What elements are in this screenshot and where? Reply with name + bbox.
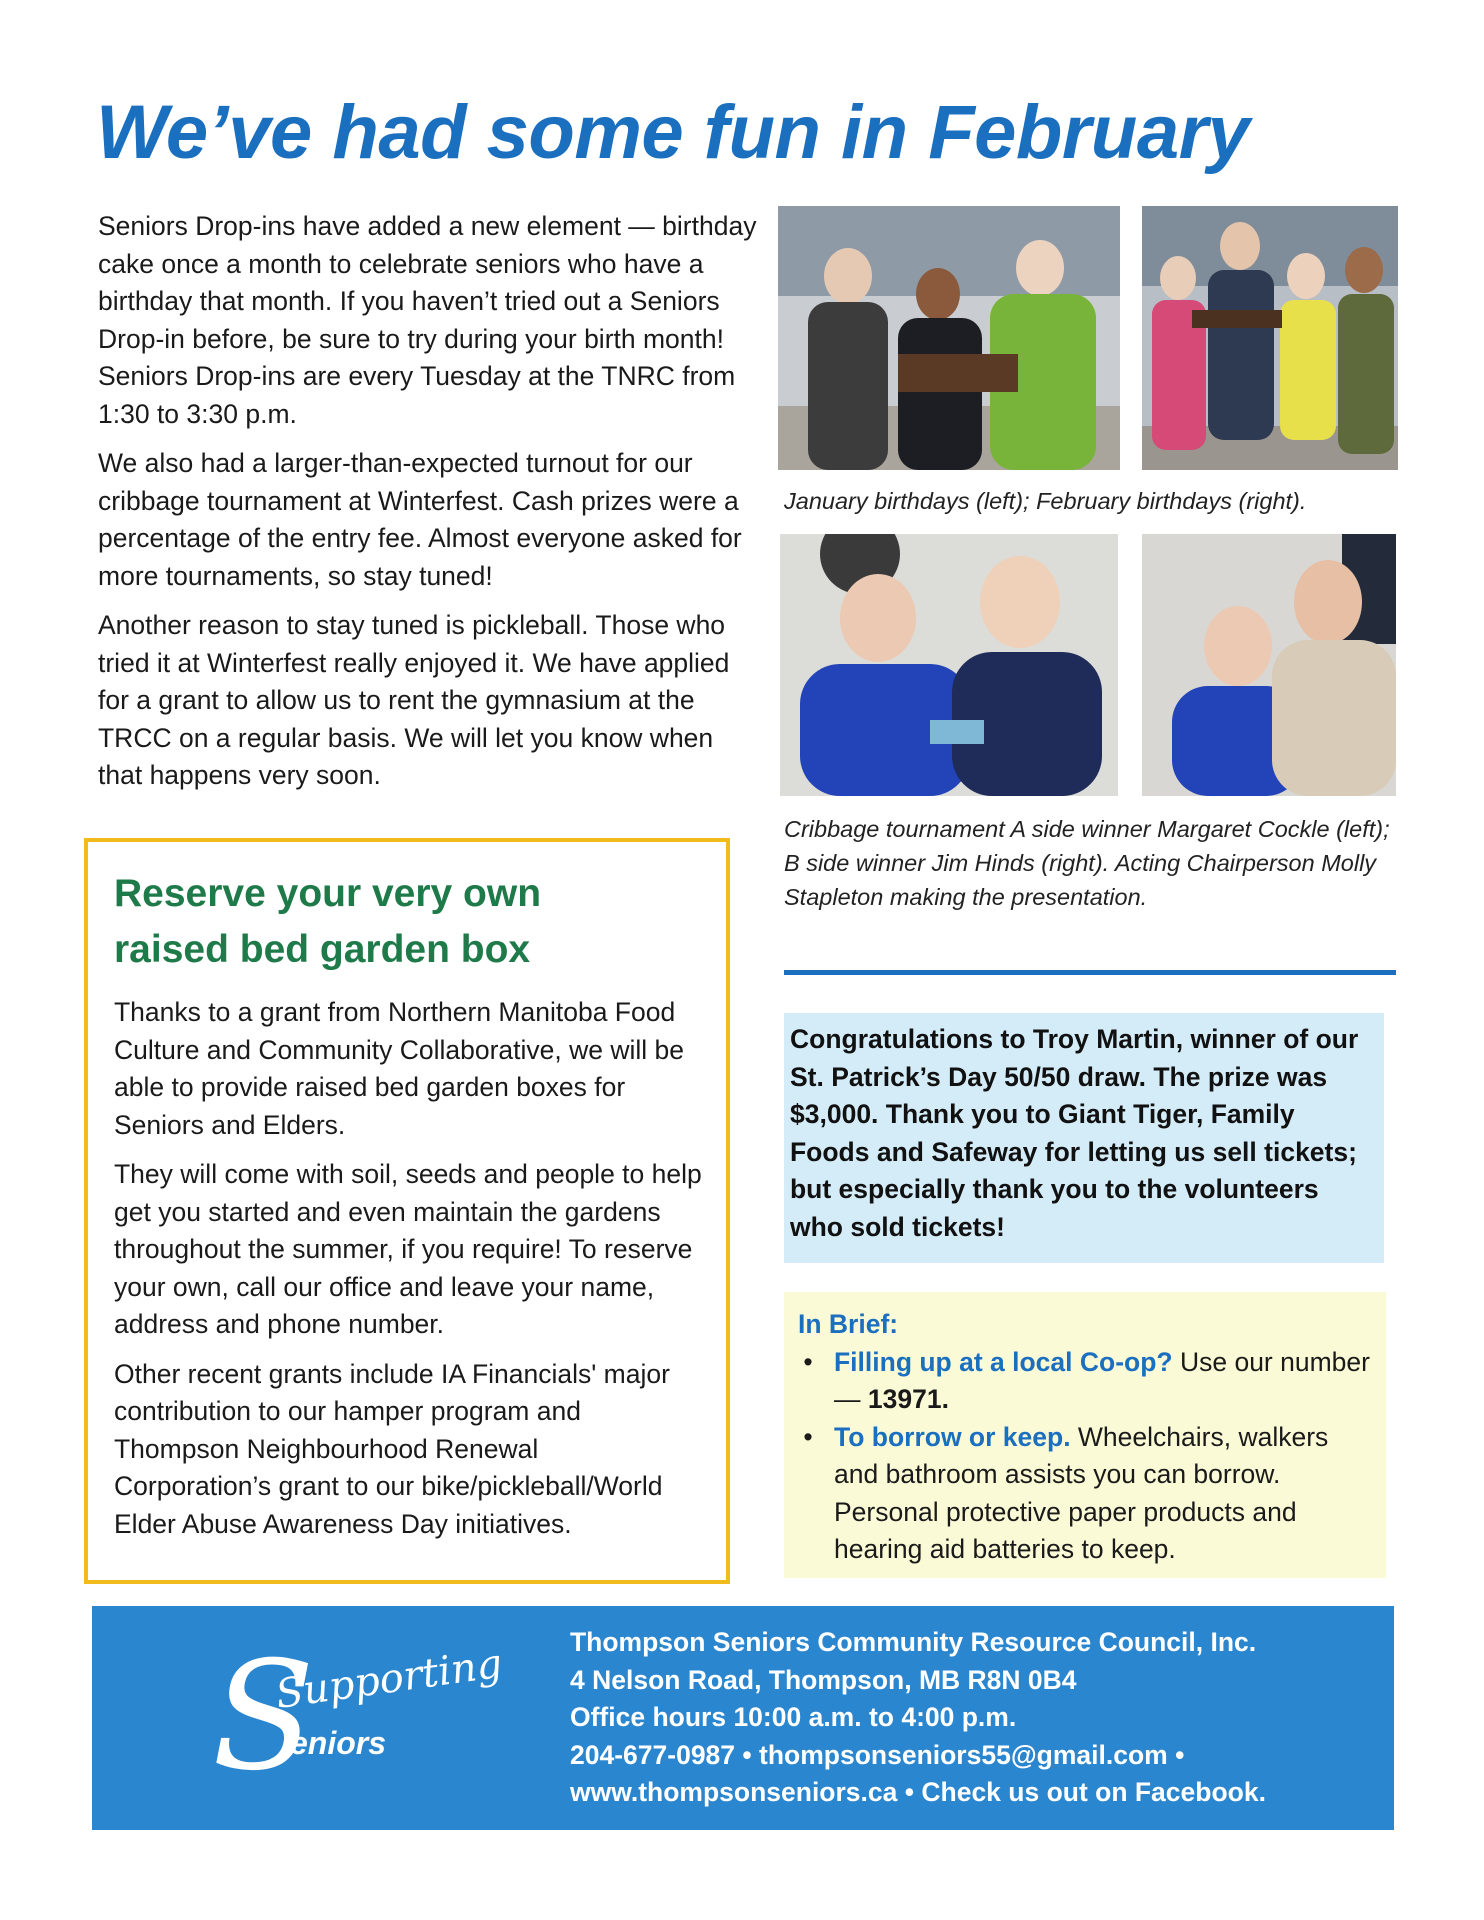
cribbage-a-side-winner-photo [780,534,1118,796]
logo-seniors-text: eniors [290,1725,387,1761]
office-hours: Office hours 10:00 a.m. to 4:00 p.m. [570,1702,1017,1733]
brief-item-lead: To borrow or keep. [834,1421,1071,1452]
organization-address: 4 Nelson Road, Thompson, MB R8N 0B4 [570,1664,1077,1695]
brief-item-number: 13971. [867,1384,949,1414]
supporting-seniors-logo [192,1636,532,1806]
cribbage-b-side-winner-photo [1142,534,1396,796]
garden-title-line2: raised bed garden box [114,928,531,971]
in-brief-list [798,1344,1376,1569]
intro-article [98,208,758,807]
bullet-icon: • [803,1346,813,1377]
birthday-photos-caption: January birthdays (left); February birthdays (right). [784,488,1307,514]
logo-s-letter: S [212,1636,315,1804]
congratulations-text: Congratulations to Troy Martin, winner of our St. Patrick’s Day 50/50 draw. The prize was $3,000. Thank you to Giant Tiger, Family Foods and Safeway for letting us sell tickets; but especially thank you to the volunteers who sold tickets! [790,1024,1359,1242]
bullet-icon: • [803,1421,813,1452]
garden-title-line1: Reserve your very own [114,872,542,915]
organization-name: Thompson Seniors Community Resource Council, Inc. [570,1627,1257,1657]
january-birthdays-photo [778,206,1120,470]
footer-contact-lines [570,1624,1266,1812]
footer-contact-banner [92,1606,1394,1830]
section-divider [784,970,1396,975]
brief-item-text: Use our number — [834,1346,1370,1414]
brief-item-text: Wheelchairs, walkers and bathroom assists you can borrow. Personal protective paper products and hearing aid batteries to keep. [834,1421,1329,1564]
list-item [798,1344,1376,1419]
garden-paragraph: Other recent grants include IA Financials' major contribution to our hamper program and Thompson Neighbourhood Renewal Corporation’s grant to our bike/pickleball/World Elder Abuse Awareness Day initiatives. [114,1358,670,1539]
brief-item-lead: Filling up at a local Co-op? [834,1346,1173,1377]
website-facebook-line: www.thompsonseniors.ca • Check us out on Facebook. [570,1777,1266,1808]
garden-paragraph: They will come with soil, seeds and people to help get you started and even maintain the gardens throughout the summer, if you require! To reserve your own, call our office and leave your name, address and phone number. [114,1159,702,1339]
in-brief-box [784,1292,1386,1578]
intro-paragraph: We also had a larger-than-expected turnout for our cribbage tournament at Winterfest. Cash prizes were a percentage of the entry fee. Almost everyone asked for more tournaments, so stay tuned! [98,448,742,591]
congratulations-box [784,1013,1384,1263]
intro-paragraph: Another reason to stay tuned is pickleball. Those who tried it at Winterfest really enjoyed it. We have applied for a grant to allow us to rent the gymnasium at the TRCC on a regular basis. We will let you know when that happens very soon. [98,610,730,790]
intro-paragraph: Seniors Drop-ins have added a new element — birthday cake once a month to celebrate seniors who have a birthday that month. If you haven’t tried out a Seniors Drop-in before, be sure to try during your birth month! Seniors Drop-ins are every Tuesday at the TNRC from 1:30 to 3:30 p.m. [98,211,757,429]
garden-box-section [84,838,730,1584]
garden-paragraph: Thanks to a grant from Northern Manitoba Food Culture and Community Collaborative, we will be able to provide raised bed garden boxes for Seniors and Elders. [114,997,684,1140]
logo-supporting-text: Supporting [272,1640,505,1718]
cribbage-caption-text: Cribbage tournament A side winner Margaret Cockle (left); B side winner Jim Hinds (right). Acting Chairperson Molly Stapleton making the presentation. [784,816,1390,910]
page-title: We’ve had some fun in February [96,90,1250,175]
february-birthdays-photo [1142,206,1398,470]
garden-box-title [114,866,702,978]
cribbage-photos-caption [784,812,1394,914]
list-item [798,1419,1376,1569]
in-brief-title: In Brief: [798,1309,899,1339]
phone-email-line: 204-677-0987 • thompsonseniors55@gmail.com • [570,1739,1185,1770]
